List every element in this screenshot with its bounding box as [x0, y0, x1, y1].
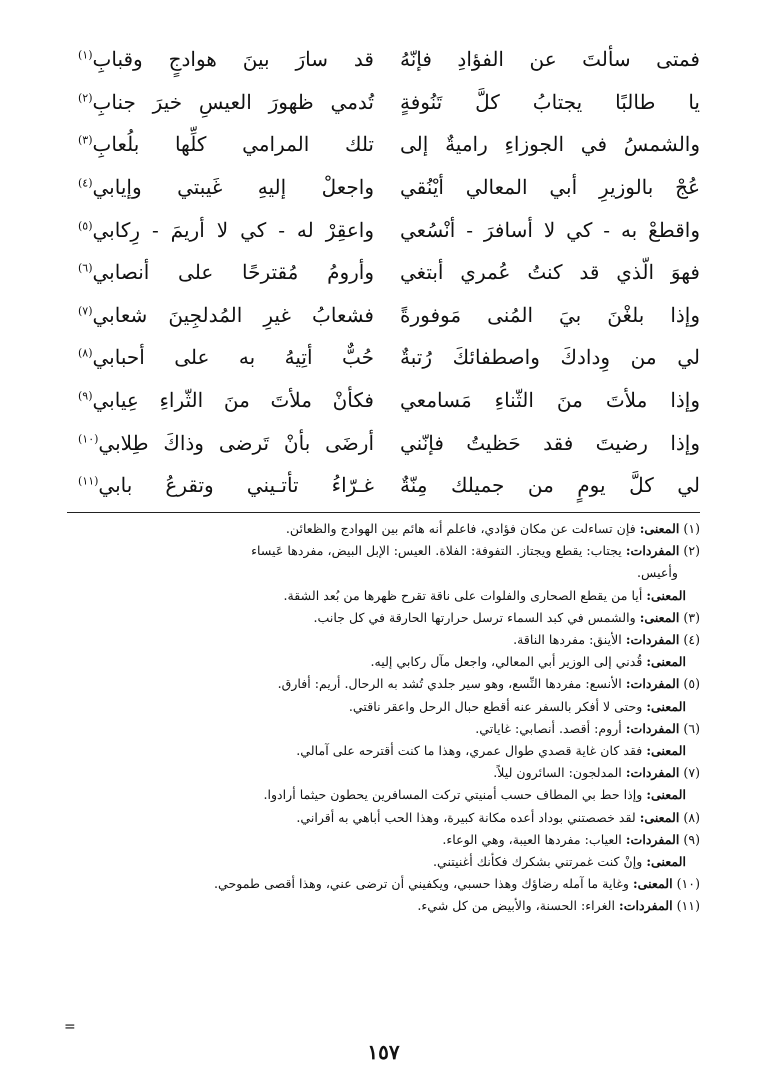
hemistich-text: فشعابُ غيرِ المُدلجِينَ شعابي [92, 302, 374, 327]
first-hemistich: واقطعْ به - كي لا أسافرَ - أنْسُعي [400, 217, 700, 242]
footnote-marker: (٢) [78, 91, 93, 105]
hemistich-text: أرضَى بأنْ تَرضى وذاكَ طِلابي [98, 430, 374, 455]
footnote-line [66, 629, 700, 651]
footnote-label: المعنى: [646, 743, 686, 759]
first-hemistich: لي كلَّ يومٍ من جميلك مِنّةٌ [400, 473, 700, 498]
footnote-marker: (٨) [78, 346, 93, 360]
footnote-label: المعنى: [639, 521, 680, 536]
footnote-text: العياب: مفردها العيبة، وهي الوعاء. [442, 831, 622, 847]
first-hemistich: يا طالبًا يجتابُ كلَّ تَنُوفةٍ [400, 89, 700, 114]
hemistich-text: واعقِرْ له - كي لا أريمَ - رِكابي [92, 217, 374, 242]
footnote-text: فإن تساءلت عن مكان فؤادي، فاعلم أنه هائم بين الهوادج والظعائن. [285, 521, 636, 536]
verse-line [78, 38, 700, 81]
hemistich-text: تلك المرامي كلِّها بلُعابِ [92, 132, 374, 157]
footnote-text: وإنْ كنت غمرتني بشكرك فكأنك أغنيتني. [432, 854, 643, 870]
footnote-line [66, 607, 700, 629]
second-hemistich [78, 345, 374, 370]
footnote-number: (٥) [683, 676, 700, 692]
hemistich-text: واجعلْ إليهِ غَيبتي وإيابي [92, 175, 374, 200]
footnote-text: الأينق: مفردها الناقة. [513, 632, 622, 648]
first-hemistich: وإذا ملأتَ منَ الثّناءِ مَسامعي [400, 388, 700, 413]
footnote-separator [67, 512, 700, 513]
second-hemistich [78, 132, 374, 157]
poem-verses [78, 38, 700, 508]
footnote-number: (٨) [683, 809, 700, 825]
footnote-number: (١٠) [676, 876, 700, 892]
footnote-text: وغاية ما آمله رضاؤك وهذا حسبي، ويكفيني أن ترضى عني، وهذا أقصى طموحي. [213, 876, 629, 892]
first-hemistich: وإذا رضيتَ فقد حَظيتُ فإنّني [400, 430, 700, 455]
footnote-marker: (١) [78, 48, 93, 62]
footnote-label: المعنى: [639, 609, 680, 625]
hemistich-text: تُدمي ظهورَ العيسِ خيرَ جنابِ [92, 89, 374, 114]
first-hemistich: وإذا بلغْنَ بيَ المُنى مَوفورةً [400, 302, 700, 327]
hemistich-text: فكأنْ ملأتَ منَ الثّراءِ عِيابي [92, 388, 374, 413]
footnote-line [66, 895, 700, 917]
footnote-line [66, 829, 700, 851]
footnote-text: الغراء: الحسنة، والأبيض من كل شيء. [417, 898, 616, 914]
hemistich-text: قد سارَ بينَ هوادجٍ وقبابِ [92, 47, 374, 72]
footnote-number: (١١) [676, 898, 700, 914]
footnote-label: المعنى: [646, 698, 686, 714]
verse-line [78, 81, 700, 124]
footnote-marker: (٤) [78, 176, 93, 190]
verse-line [78, 464, 700, 507]
footnote-label: المعنى: [639, 809, 680, 825]
footnote-label: المعنى: [646, 854, 686, 870]
footnote-number: (٤) [683, 632, 700, 648]
verse-line [78, 421, 700, 464]
verse-line [78, 208, 700, 251]
footnote-label: المعنى: [632, 876, 673, 892]
footnote-text: المدلجون: السائرون ليلاً. [493, 765, 622, 781]
footnote-number: (٣) [683, 609, 700, 625]
second-hemistich [78, 430, 374, 455]
second-hemistich [78, 302, 374, 327]
second-hemistich [78, 473, 374, 498]
footnote-label: المعنى: [646, 587, 686, 603]
footnote-marker: (٧) [78, 304, 93, 318]
hemistich-text: وأرومُ مُقترحًا على أنصابي [92, 260, 374, 285]
footnote-label: المفردات: [625, 676, 680, 692]
footnote-line [66, 740, 700, 762]
footnote-marker: (١٠) [78, 431, 99, 445]
footnote-label: المعنى: [646, 787, 686, 803]
footnote-text: قُدني إلى الوزير أبي المعالي، واجعل مآل ركابي إليه. [370, 654, 643, 670]
verse-line [78, 251, 700, 294]
first-hemistich: لي من وِدادكَ واصطفائكَ رُتبةٌ [400, 345, 700, 370]
second-hemistich [78, 175, 374, 200]
footnote-label: المفردات: [625, 720, 680, 736]
footnote-line [66, 696, 700, 718]
footnote-marker: (٩) [78, 389, 93, 403]
footnote-label: المفردات: [619, 898, 673, 914]
footnote-line [66, 518, 700, 540]
second-hemistich [78, 47, 374, 72]
verse-line [78, 336, 700, 379]
footnote-line [66, 762, 700, 784]
footnote-number: (٦) [683, 720, 700, 736]
footnote-label: المفردات: [625, 632, 680, 648]
second-hemistich [78, 89, 374, 114]
verse-line [78, 294, 700, 337]
first-hemistich: والشمسُ في الجوزاءِ راميةٌ إلى [400, 132, 700, 157]
footnote-line [66, 651, 700, 673]
footnote-text: وأعيس. [637, 565, 678, 581]
footnote-text: فقد كان غاية قصدي طوال عمري، وهذا ما كنت أقترحه على آمالي. [296, 743, 643, 759]
first-hemistich: عُجْ بالوزيرِ أبي المعالي أيْنُقي [400, 175, 700, 200]
hemistich-text: حُبٌّ أتِيهُ به على أحبابي [92, 345, 374, 370]
footnote-text: لقد خصصتني بوداد أعده مكانة كبيرة، وهذا الحب أباهي به أقراني. [296, 809, 636, 825]
verse-line [78, 166, 700, 209]
footnote-marker: (٣) [78, 133, 93, 147]
footnote-line [66, 851, 700, 873]
footnote-marker: (١١) [78, 474, 99, 488]
footnote-line [66, 540, 700, 562]
continuation-mark: = [64, 1019, 76, 1035]
footnote-line [66, 807, 700, 829]
footnote-text: وحتى لا أفكر بالسفر عنه أقطع حبال الرحل واعقر ناقتي. [348, 698, 643, 714]
footnote-line [66, 562, 700, 584]
footnote-line [66, 585, 700, 607]
footnote-number: (١) [683, 521, 700, 536]
verse-line [78, 123, 700, 166]
second-hemistich [78, 260, 374, 285]
footnote-number: (٩) [683, 831, 700, 847]
footnote-label: المعنى: [646, 654, 686, 670]
footnotes [66, 518, 700, 918]
footnote-label: المفردات: [625, 831, 680, 847]
footnote-line [66, 784, 700, 806]
second-hemistich [78, 388, 374, 413]
first-hemistich: فهوَ الّذي قد كنتُ عُمري أبتغي [400, 260, 700, 285]
footnote-text: وإذا حط بي المطاف حسب أمنيتي تركت المسافرين يحطون حيثما أرادوا. [263, 787, 643, 803]
footnote-number: (٢) [683, 543, 700, 559]
footnote-text: والشمس في كبد السماء ترسل حرارتها الحارقة في كل جانب. [313, 609, 636, 625]
footnote-text: يجتاب: يقطع ويجتاز. التفوفة: الفلاة. العيس: الإبل البيض، مفردها عَيساء [251, 543, 622, 559]
first-hemistich: فمتى سألتَ عن الفؤادِ فإنّهُ [400, 47, 700, 72]
footnote-text: أروم: أقصد. أنصابي: غاياتي. [475, 720, 622, 736]
footnote-number: (٧) [683, 765, 700, 781]
page-number: ١٥٧ [367, 1040, 400, 1064]
second-hemistich [78, 217, 374, 242]
footnote-marker: (٥) [78, 219, 93, 233]
footnote-line [66, 718, 700, 740]
footnote-label: المفردات: [625, 765, 680, 781]
footnote-text: أيا من يقطع الصحارى والفلوات على ناقة تقرح ظهرها من بُعد الشقة. [283, 587, 643, 603]
footnote-text: الأنسع: مفردها النِّسع، وهو سير جلدي تُشد به الرحال. أريم: أفارق. [277, 676, 622, 692]
hemistich-text: غـرّاءُ تأتـيني وتقرعُ بابي [98, 473, 374, 498]
footnote-line [66, 673, 700, 695]
footnote-line [66, 873, 700, 895]
footnote-label: المفردات: [625, 543, 680, 559]
footnote-marker: (٦) [78, 261, 93, 275]
verse-line [78, 379, 700, 422]
